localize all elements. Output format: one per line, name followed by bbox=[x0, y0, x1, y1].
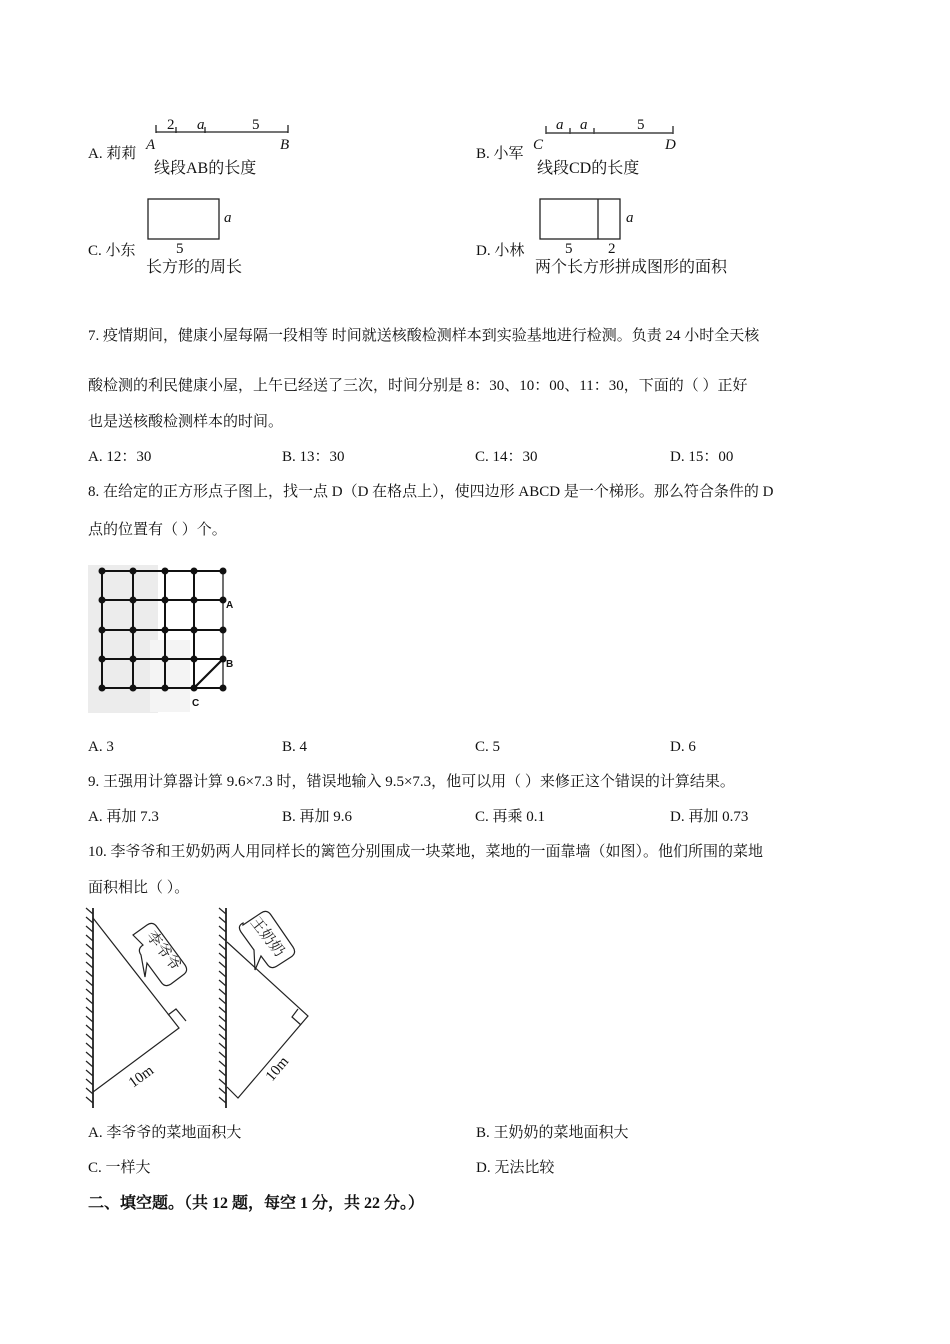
section-heading: 二、填空题。（共 12 题，每空 1 分，共 22 分。） bbox=[88, 1195, 425, 1212]
wall-hatch bbox=[86, 1025, 93, 1031]
q9-option-c[interactable]: C. 再乘 0.1 bbox=[475, 809, 546, 825]
figure-rectangle-d bbox=[540, 199, 620, 239]
wall-hatch bbox=[219, 971, 226, 977]
point-label: D bbox=[665, 137, 676, 153]
bubble-label-left: 李爷爷 bbox=[142, 928, 184, 974]
grid-point-a: A bbox=[226, 600, 234, 611]
q10-option-b[interactable]: B. 王奶奶的菜地面积大 bbox=[476, 1125, 629, 1141]
wall-hatch bbox=[86, 998, 93, 1004]
option-d-label: D. 小林 bbox=[476, 243, 525, 259]
grid-dot bbox=[220, 568, 227, 575]
wall-hatch bbox=[86, 944, 93, 950]
wall-hatch bbox=[86, 1079, 93, 1085]
bottom-label: 5 bbox=[565, 241, 573, 257]
wall-hatch bbox=[86, 1061, 93, 1067]
q10-option-a[interactable]: A. 李爷爷的菜地面积大 bbox=[88, 1125, 242, 1141]
grid-dot bbox=[162, 627, 169, 634]
question-8-line: 点的位置有（ ）个。 bbox=[88, 522, 227, 538]
seg-label: 5 bbox=[637, 117, 645, 133]
question-10-line: 10. 李爷爷和王奶奶两人用同样长的篱笆分别围成一块菜地，菜地的一面靠墙（如图）。他们所围的菜地 bbox=[88, 844, 764, 860]
option-a-label: A. 莉莉 bbox=[88, 146, 137, 162]
wall-hatch bbox=[219, 1052, 226, 1058]
option-c-caption: 长方形的周长 bbox=[146, 259, 243, 276]
option-b-caption: 线段CD的长度 bbox=[537, 160, 640, 177]
wall-hatch bbox=[219, 1034, 226, 1040]
seg-label: a bbox=[197, 117, 205, 133]
wall-hatch bbox=[86, 908, 93, 914]
grid-dot bbox=[191, 656, 198, 663]
figure-rectangle-c bbox=[148, 199, 219, 239]
question-10-line: 面积相比（ ）。 bbox=[88, 880, 190, 896]
wall-hatch bbox=[86, 1034, 93, 1040]
option-c-label: C. 小东 bbox=[88, 243, 136, 259]
wall-hatch bbox=[219, 953, 226, 959]
length-label-right: 10m bbox=[262, 1053, 293, 1085]
q7-option-a[interactable]: A. 12：30 bbox=[88, 449, 152, 465]
grid-point-b: B bbox=[226, 659, 234, 670]
wall-hatch bbox=[219, 1097, 226, 1103]
bubble-label-right: 王奶奶 bbox=[246, 914, 288, 960]
length-label-left: 10m bbox=[125, 1062, 157, 1092]
wall-hatch bbox=[219, 962, 226, 968]
wall-hatch bbox=[219, 926, 226, 932]
wall-hatch bbox=[219, 1088, 226, 1094]
q9-option-b[interactable]: B. 再加 9.6 bbox=[282, 809, 353, 825]
wall-hatch bbox=[219, 1070, 226, 1076]
seg-label: a bbox=[580, 117, 588, 133]
question-7-line: 7. 疫情期间，健康小屋每隔一段相等 时间就送核酸检测样本到实验基地进行检测。负责 24 小时全天核 bbox=[88, 328, 760, 344]
grid-dot bbox=[162, 597, 169, 604]
grid-dot bbox=[99, 685, 106, 692]
question-7-line: 也是送核酸检测样本的时间。 bbox=[88, 414, 284, 430]
q9-option-d[interactable]: D. 再加 0.73 bbox=[670, 809, 749, 825]
grid-dot bbox=[220, 685, 227, 692]
wall-hatch bbox=[86, 1052, 93, 1058]
figure-segment-cd bbox=[546, 126, 673, 134]
grid-dot bbox=[99, 627, 106, 634]
grid-dot bbox=[130, 656, 137, 663]
wall-hatch bbox=[219, 1043, 226, 1049]
grid-dot bbox=[99, 597, 106, 604]
q8-option-a[interactable]: A. 3 bbox=[88, 739, 114, 755]
wall-hatch bbox=[86, 989, 93, 995]
grid-dot bbox=[191, 627, 198, 634]
seg-label: 2 bbox=[167, 117, 175, 133]
q7-option-d[interactable]: D. 15：00 bbox=[670, 449, 734, 465]
q9-option-a[interactable]: A. 再加 7.3 bbox=[88, 809, 159, 825]
q8-option-d[interactable]: D. 6 bbox=[670, 739, 696, 755]
wall-hatch bbox=[219, 1016, 226, 1022]
wall-hatch bbox=[86, 935, 93, 941]
option-a-caption: 线段AB的长度 bbox=[154, 160, 257, 177]
wall-hatch bbox=[86, 1016, 93, 1022]
wall-hatch bbox=[86, 1070, 93, 1076]
wall-hatch bbox=[86, 962, 93, 968]
q8-option-b[interactable]: B. 4 bbox=[282, 739, 308, 755]
q7-option-b[interactable]: B. 13：30 bbox=[282, 449, 345, 465]
wall-hatch bbox=[219, 917, 226, 923]
q8-option-c[interactable]: C. 5 bbox=[475, 739, 501, 755]
option-d-caption: 两个长方形拼成图形的面积 bbox=[535, 259, 728, 276]
wall-hatch bbox=[219, 1079, 226, 1085]
q10-option-c[interactable]: C. 一样大 bbox=[88, 1160, 151, 1176]
point-label: B bbox=[280, 137, 290, 153]
grid-dot bbox=[191, 568, 198, 575]
bottom-label: 5 bbox=[176, 241, 184, 257]
grid-dot bbox=[130, 685, 137, 692]
wall-hatch bbox=[219, 935, 226, 941]
side-label: a bbox=[626, 210, 634, 226]
q10-option-d[interactable]: D. 无法比较 bbox=[476, 1160, 555, 1176]
wall-hatch bbox=[86, 971, 93, 977]
grid-dot bbox=[99, 568, 106, 575]
wall-hatch bbox=[86, 1097, 93, 1103]
point-label: C bbox=[533, 137, 544, 153]
seg-label: a bbox=[556, 117, 564, 133]
wall-hatch bbox=[219, 998, 226, 1004]
grid-dot bbox=[130, 597, 137, 604]
wall-hatch bbox=[219, 989, 226, 995]
side-label: a bbox=[224, 210, 232, 226]
grid-dot bbox=[99, 656, 106, 663]
grid-dot bbox=[191, 597, 198, 604]
grid-dot bbox=[162, 568, 169, 575]
point-label: A bbox=[146, 137, 156, 153]
wall-hatch bbox=[219, 1061, 226, 1067]
wall-hatch bbox=[86, 1007, 93, 1013]
wall-hatch bbox=[219, 980, 226, 986]
option-b-label: B. 小军 bbox=[476, 146, 524, 162]
grid-dot bbox=[130, 568, 137, 575]
wall-hatch bbox=[86, 926, 93, 932]
wall-hatch bbox=[219, 944, 226, 950]
wall-hatch bbox=[86, 980, 93, 986]
grid-point-c: C bbox=[192, 698, 200, 709]
question-8-line: 8. 在给定的正方形点子图上，找一点 D（D 在格点上），使四边形 ABCD 是一个梯形。那么符合条件的 D bbox=[88, 484, 774, 500]
dot-grid-figure bbox=[88, 565, 227, 713]
grid-dot bbox=[162, 685, 169, 692]
bottom-label: 2 bbox=[608, 241, 616, 257]
question-9-line: 9. 王强用计算器计算 9.6×7.3 时，错误地输入 9.5×7.3，他可以用（ ）来修正这个错误的计算结果。 bbox=[88, 774, 735, 790]
wall-hatch bbox=[86, 917, 93, 923]
figure-segment-ab bbox=[156, 125, 288, 133]
wall-hatch bbox=[86, 1043, 93, 1049]
question-7-line: 酸检测的利民健康小屋，上午已经送了三次，时间分别是 8：30、10：00、11：30，下面的（ ）正好 bbox=[88, 378, 748, 394]
wall-hatch bbox=[86, 1088, 93, 1094]
grid-dot bbox=[130, 627, 137, 634]
wall-hatch bbox=[86, 953, 93, 959]
grid-dot bbox=[162, 656, 169, 663]
wall-hatch bbox=[219, 1025, 226, 1031]
wall-hatch bbox=[219, 1007, 226, 1013]
seg-label: 5 bbox=[252, 117, 260, 133]
wall-hatch bbox=[219, 908, 226, 914]
grid-dot bbox=[220, 627, 227, 634]
q7-option-c[interactable]: C. 14：30 bbox=[475, 449, 538, 465]
